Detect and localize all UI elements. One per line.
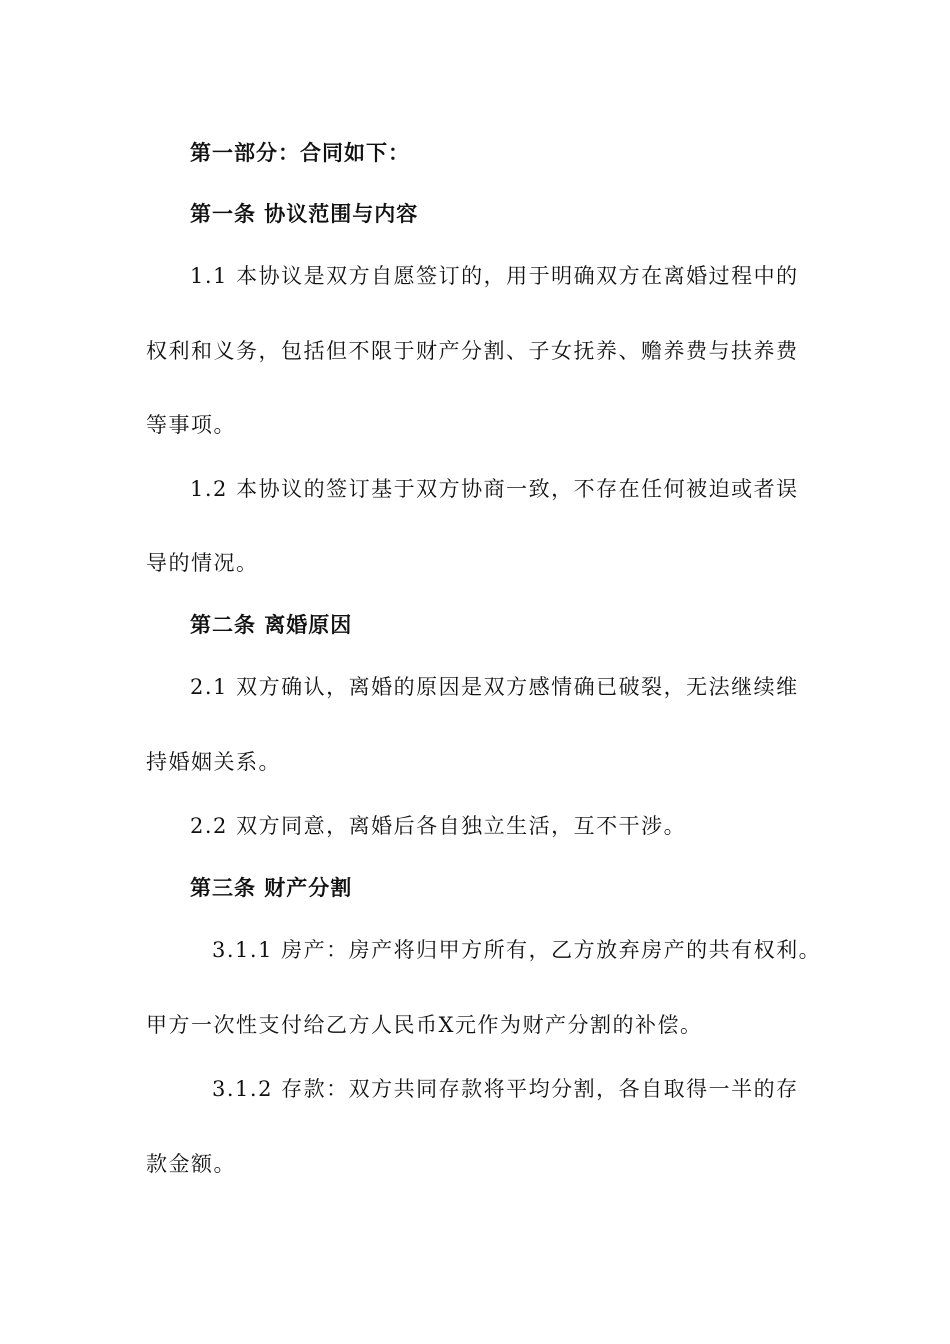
- clause-3-1-2-line-1: 3.1.2 存款：双方共同存款将平均分割，各自取得一半的存: [212, 1077, 799, 1101]
- part-title: 第一部分：合同如下：: [190, 141, 410, 165]
- clause-2-2-line-1: 2.2 双方同意，离婚后各自独立生活，互不干涉。: [190, 814, 687, 838]
- clause-1-1-line-3: 等事项。: [146, 413, 236, 437]
- article-3-title: 第三条 财产分割: [190, 876, 353, 900]
- clause-1-1-line-1: 1.1 本协议是双方自愿签订的，用于明确双方在离婚过程中的: [190, 264, 799, 288]
- clause-1-2-line-1: 1.2 本协议的签订基于双方协商一致，不存在任何被迫或者误: [190, 477, 799, 501]
- clause-3-1-1-line-1: 3.1.1 房产：房产将归甲方所有，乙方放弃房产的共有权利。: [212, 938, 822, 962]
- clause-2-1-line-2: 持婚姻关系。: [146, 750, 281, 774]
- article-2-title: 第二条 离婚原因: [190, 613, 353, 637]
- clause-3-1-2-line-2: 款金额。: [146, 1152, 236, 1176]
- clause-3-1-1-line-2: 甲方一次性支付给乙方人民币X元作为财产分割的补偿。: [146, 1013, 703, 1037]
- clause-1-2-line-2: 导的情况。: [146, 551, 259, 575]
- clause-2-1-line-1: 2.1 双方确认，离婚的原因是双方感情确已破裂，无法继续维: [190, 675, 799, 699]
- clause-1-1-line-2: 权利和义务，包括但不限于财产分割、子女抚养、赡养费与扶养费: [146, 339, 799, 363]
- article-1-title: 第一条 协议范围与内容: [190, 202, 419, 226]
